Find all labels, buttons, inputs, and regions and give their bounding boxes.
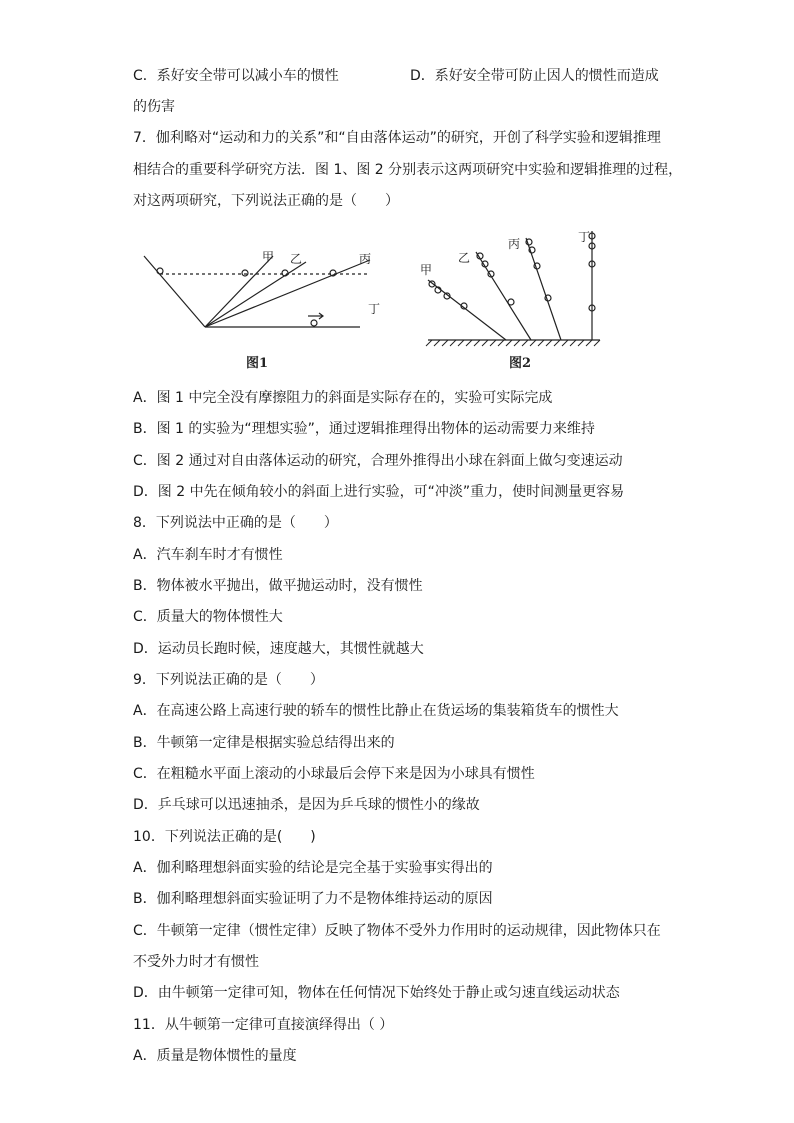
- q6-option-c: C．系好安全带可以减小车的惯性: [133, 68, 339, 84]
- q6-option-d: D．系好安全带可防止因人的惯性而造成: [410, 68, 659, 84]
- fig1-ball-start: [157, 268, 163, 274]
- q9-option-a: A．在高速公路上高速行驶的轿车的惯性比静止在货运场的集装箱货车的惯性大: [133, 703, 619, 719]
- q11-stem: 11．从牛顿第一定律可直接演绎得出（ ）: [133, 1017, 394, 1033]
- q7-stem-line-2: 相结合的重要科学研究方法．图 1、图 2 分别表示这两项研究中实验和逻辑推理的过程，: [133, 162, 683, 178]
- q8-option-b: B．物体被水平抛出，做平抛运动时，没有惯性: [133, 578, 423, 594]
- figure-2-free-fall-inclines: [418, 226, 608, 376]
- fig1-incline-jia: [205, 256, 273, 327]
- q7-stem-line-1: 7．伽利略对“运动和力的关系”和“自由落体运动”的研究，开创了科学实验和逻辑推理: [133, 130, 661, 146]
- q10-stem: 10．下列说法正确的是( ): [133, 829, 316, 845]
- fig1-incline-yi: [205, 262, 306, 327]
- fig1-label-yi: 乙: [290, 252, 303, 266]
- q7-option-d: D．图 2 中先在倾角较小的斜面上进行实验，可“冲淡”重力，使时间测量更容易: [133, 484, 625, 500]
- q9-stem: 9．下列说法正确的是（ ）: [133, 672, 324, 688]
- fig2-ground-hatching: [426, 340, 600, 346]
- q9-option-b: B．牛顿第一定律是根据实验总结得出来的: [133, 735, 395, 751]
- fig2-label-yi: 乙: [458, 251, 471, 265]
- q10-option-c-continued: 不受外力时才有惯性: [133, 954, 259, 970]
- fig1-ball-ding: [311, 320, 317, 326]
- fig1-left-incline: [144, 256, 205, 327]
- q7-stem-line-3: 对这两项研究，下列说法正确的是（ ）: [133, 193, 399, 209]
- fig1-label-jia: 甲: [262, 250, 275, 264]
- q8-stem: 8．下列说法中正确的是（ ）: [133, 515, 338, 531]
- fig1-label-bing: 丙: [359, 252, 372, 266]
- q8-option-a: A．汽车刹车时才有惯性: [133, 547, 283, 563]
- fig2-ball-yi-4: [508, 299, 514, 305]
- fig2-incline-jia: [428, 280, 506, 340]
- fig2-ball-bing-3: [534, 263, 540, 269]
- q10-option-c: C．牛顿第一定律（惯性定律）反映了物体不受外力作用时的运动规律，因此物体只在: [133, 923, 661, 939]
- fig2-ball-bing-4: [545, 295, 551, 301]
- q10-option-b: B．伽利略理想斜面实验证明了力不是物体维持运动的原因: [133, 891, 493, 907]
- fig1-label-ding: 丁: [368, 302, 381, 316]
- q8-option-c: C．质量大的物体惯性大: [133, 609, 283, 625]
- q9-option-d: D．乒乓球可以迅速抽杀，是因为乒乓球的惯性小的缘故: [133, 797, 480, 813]
- fig2-incline-yi: [476, 252, 531, 340]
- q10-option-a: A．伽利略理想斜面实验的结论是完全基于实验事实得出的: [133, 860, 493, 876]
- q10-option-d: D．由牛顿第一定律可知，物体在任何情况下始终处于静止或匀速直线运动状态: [133, 985, 620, 1001]
- q9-option-c: C．在粗糙水平面上滚动的小球最后会停下来是因为小球具有惯性: [133, 766, 535, 782]
- fig1-ball-jia: [242, 270, 248, 276]
- q8-option-d: D．运动员长跑时候，速度越大，其惯性就越大: [133, 641, 424, 657]
- q7-option-c: C．图 2 通过对自由落体运动的研究，合理外推得出小球在斜面上做匀变速运动: [133, 453, 623, 469]
- fig2-caption: 图2: [509, 356, 532, 371]
- fig2-label-ding: 丁: [578, 230, 591, 244]
- q7-option-a: A．图 1 中完全没有摩擦阻力的斜面是实际存在的，实验可实际完成: [133, 390, 553, 406]
- q11-option-a: A．质量是物体惯性的量度: [133, 1048, 297, 1064]
- fig1-caption: 图1: [246, 356, 269, 371]
- q7-option-b: B．图 1 的实验为“理想实验”，通过逻辑推理得出物体的运动需要力来维持: [133, 421, 595, 437]
- fig2-label-jia: 甲: [420, 263, 433, 277]
- fig2-label-bing: 丙: [508, 237, 521, 251]
- figure-1-ideal-incline: [138, 240, 383, 375]
- q6-option-d-continued: 的伤害: [133, 99, 175, 115]
- fig1-incline-bing: [205, 260, 370, 327]
